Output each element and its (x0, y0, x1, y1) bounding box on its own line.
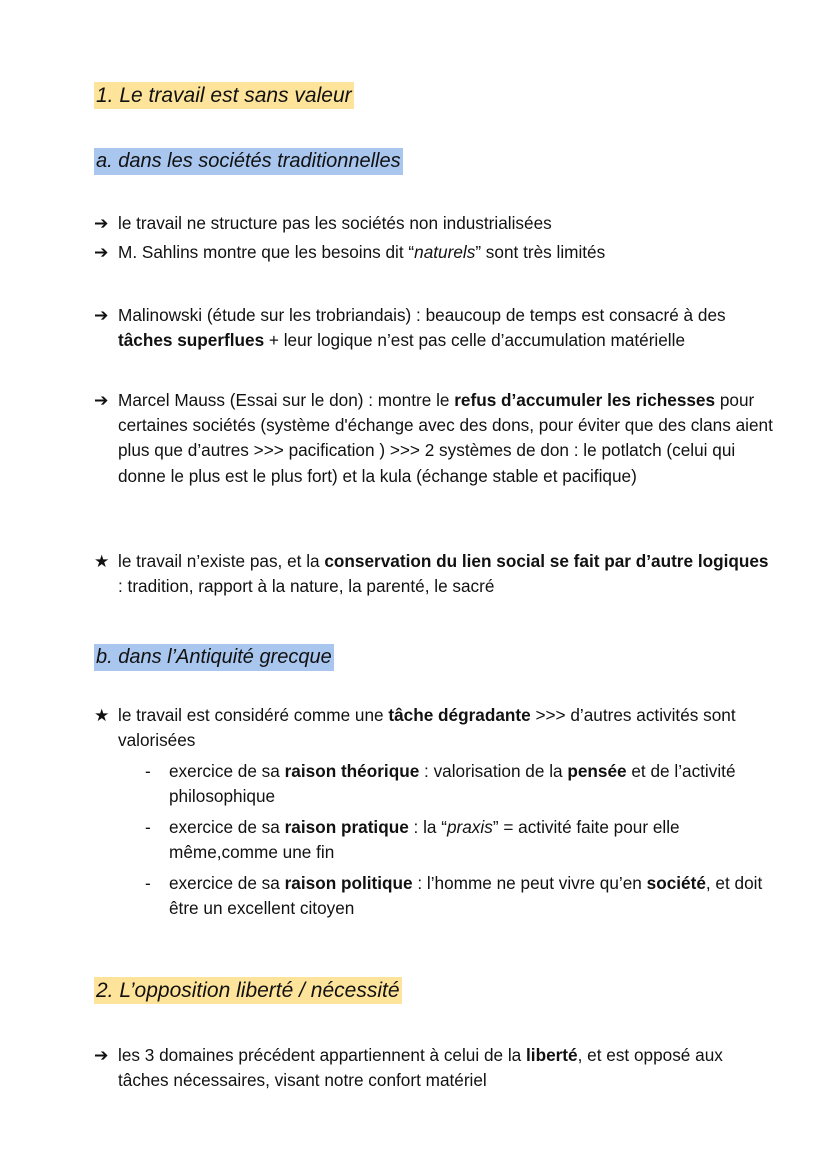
sub-list-item (145, 815, 770, 865)
list-item (94, 211, 774, 236)
list-item (94, 303, 774, 353)
item-text: le travail n’existe pas, et la conservation du lien social se fait par d’autre logiques : tradition, rapport à la nature, la parenté, le sacré (118, 551, 769, 597)
star-icon: ★ (94, 551, 110, 571)
item-text: exercice de sa raison théorique : valorisation de la pensée et de l’activité philosophique (169, 761, 736, 807)
item-text: exercice de sa raison politique : l’homme ne peut vivre qu’en société, et doit être un excellent citoyen (169, 873, 763, 919)
heading-section-1a: a. dans les sociétés traditionnelles (94, 148, 403, 175)
arrow-icon: ➔ (94, 213, 109, 233)
item-text: M. Sahlins montre que les besoins dit “naturels” sont très limités (118, 242, 606, 262)
dash-icon: - (145, 817, 151, 837)
arrow-icon: ➔ (94, 305, 109, 325)
sub-list-item (145, 871, 770, 921)
item-text: le travail ne structure pas les sociétés non industrialisées (118, 213, 552, 233)
list-item (94, 240, 774, 265)
heading-section-2: 2. L’opposition liberté / nécessité (96, 979, 400, 1002)
arrow-icon: ➔ (94, 1045, 109, 1065)
arrow-icon: ➔ (94, 242, 109, 262)
star-icon: ★ (94, 705, 110, 725)
item-text: exercice de sa raison pratique : la “praxis” = activité faite pour elle même,comme une fin (169, 817, 680, 863)
item-text: le travail est considéré comme une tâche dégradante >>> d’autres activités sont valorisées (118, 705, 736, 751)
item-text: les 3 domaines précédent appartiennent à celui de la liberté, et est opposé aux tâches nécessaires, visant notre confort matériel (118, 1045, 723, 1091)
item-text: Malinowski (étude sur les trobriandais) : beaucoup de temps est consacré à des tâches superflues + leur logique n’est pas celle d’accumulation matérielle (118, 305, 726, 351)
list-item (94, 1043, 774, 1093)
sub-list-item (145, 759, 770, 809)
arrow-icon: ➔ (94, 390, 109, 410)
heading-section-1b: b. dans l’Antiquité grecque (94, 644, 334, 671)
dash-icon: - (145, 761, 151, 781)
dash-icon: - (145, 873, 151, 893)
item-text: Marcel Mauss (Essai sur le don) : montre le refus d’accumuler les richesses pour certaines sociétés (système d'échange avec des dons, pour éviter que des clans aient plus que d’autres >>> pacification ) >>> 2 systèmes de don : le potlatch (celui qui donne le plus est le plus fort) et la kula (échange stable et pacifique) (118, 390, 773, 486)
list-item (94, 703, 774, 753)
heading-section-1: 1. Le travail est sans valeur (96, 84, 352, 107)
list-item (94, 549, 774, 599)
list-item (94, 388, 774, 489)
